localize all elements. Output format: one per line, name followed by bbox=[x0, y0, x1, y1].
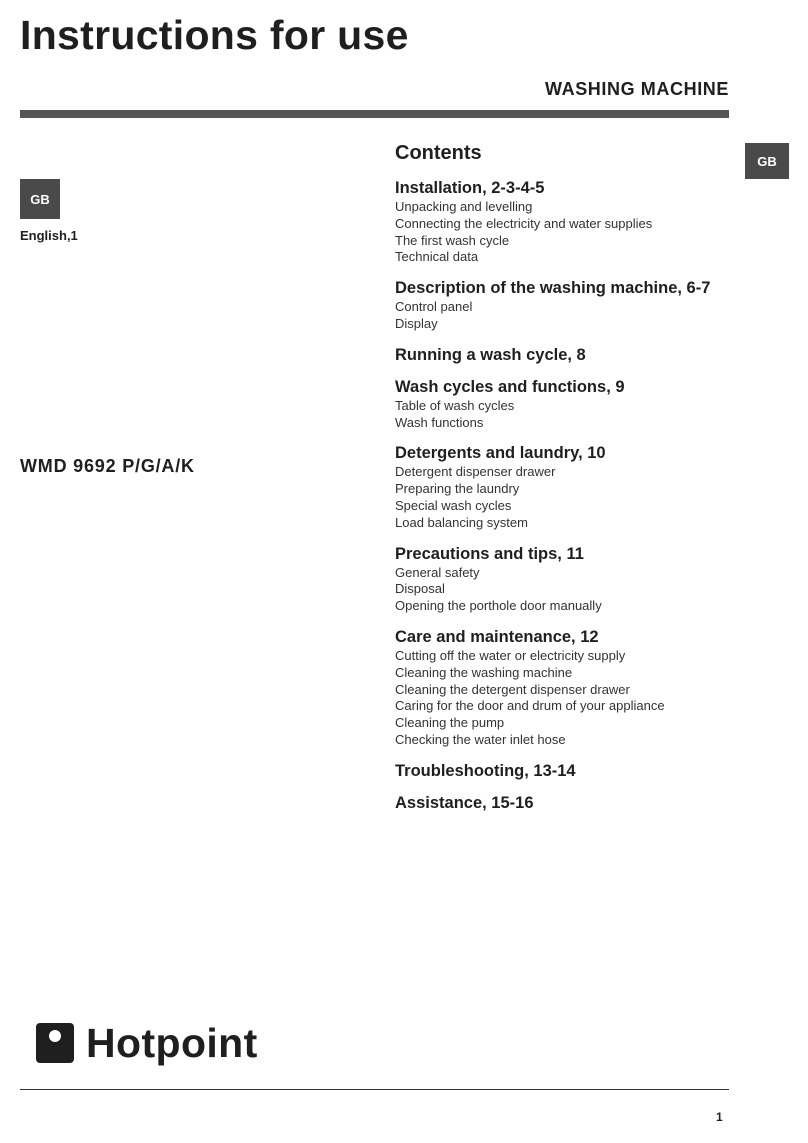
toc-section-heading: Detergents and laundry, 10 bbox=[395, 444, 606, 463]
toc-item: The first wash cycle bbox=[395, 232, 510, 248]
toc-section bbox=[395, 544, 735, 615]
toc-item: Disposal bbox=[395, 581, 445, 597]
toc-section-heading: Wash cycles and functions, 9 bbox=[395, 377, 625, 396]
toc-section bbox=[395, 793, 735, 813]
toc-item: Cleaning the pump bbox=[395, 715, 505, 731]
toc-section bbox=[395, 627, 735, 749]
toc-section bbox=[395, 377, 735, 432]
toc-section-heading: Running a wash cycle, 8 bbox=[395, 345, 586, 364]
toc-section-heading: Precautions and tips, 11 bbox=[395, 544, 584, 563]
hotpoint-mark-icon bbox=[36, 1023, 74, 1063]
toc-section bbox=[395, 178, 735, 266]
toc-section bbox=[395, 761, 735, 781]
toc-section-heading: Description of the washing machine, 6-7 bbox=[395, 279, 711, 298]
country-tab-badge: GB bbox=[745, 143, 789, 179]
page-number: 1 bbox=[716, 1110, 723, 1124]
toc-section-heading: Installation, 2-3-4-5 bbox=[395, 179, 545, 197]
toc-item: Connecting the electricity and water supplies bbox=[395, 215, 653, 231]
toc-item: Cleaning the detergent dispenser drawer bbox=[395, 681, 630, 697]
toc-item: Control panel bbox=[395, 299, 473, 315]
toc-item: Opening the porthole door manually bbox=[395, 598, 602, 614]
language-badge: GB bbox=[20, 179, 60, 219]
toc-item: Checking the water inlet hose bbox=[395, 731, 566, 747]
toc-section-heading: Assistance, 15-16 bbox=[395, 793, 534, 812]
toc-item: Wash functions bbox=[395, 414, 484, 430]
contents-title: Contents bbox=[395, 142, 482, 164]
language-label: English,1 bbox=[20, 228, 78, 243]
table-of-contents bbox=[395, 141, 735, 825]
toc-section bbox=[395, 443, 735, 531]
toc-item: Display bbox=[395, 315, 438, 331]
toc-item: Table of wash cycles bbox=[395, 397, 515, 413]
toc-section bbox=[395, 278, 735, 333]
toc-item: Caring for the door and drum of your appliance bbox=[395, 698, 665, 714]
footer-divider bbox=[20, 1089, 729, 1090]
toc-item: General safety bbox=[395, 564, 480, 580]
toc-sections bbox=[395, 178, 735, 813]
header-divider bbox=[20, 110, 729, 118]
hotpoint-logo bbox=[36, 1019, 258, 1067]
toc-item: Technical data bbox=[395, 249, 479, 265]
toc-item: Preparing the laundry bbox=[395, 481, 520, 497]
toc-item: Special wash cycles bbox=[395, 497, 512, 513]
product-type: WASHING MACHINE bbox=[545, 79, 729, 99]
toc-item: Detergent dispenser drawer bbox=[395, 464, 556, 480]
toc-item: Unpacking and levelling bbox=[395, 199, 533, 214]
toc-item: Cleaning the washing machine bbox=[395, 664, 573, 680]
toc-section bbox=[395, 345, 735, 365]
toc-section-heading: Troubleshooting, 13-14 bbox=[395, 761, 576, 780]
toc-section-heading: Care and maintenance, 12 bbox=[395, 627, 599, 646]
toc-item: Cutting off the water or electricity supply bbox=[395, 647, 626, 663]
brand-name: Hotpoint bbox=[86, 1020, 258, 1066]
toc-item: Load balancing system bbox=[395, 514, 528, 530]
model-number: WMD 9692 P/G/A/K bbox=[20, 456, 195, 476]
page-title: Instructions for use bbox=[20, 12, 409, 58]
